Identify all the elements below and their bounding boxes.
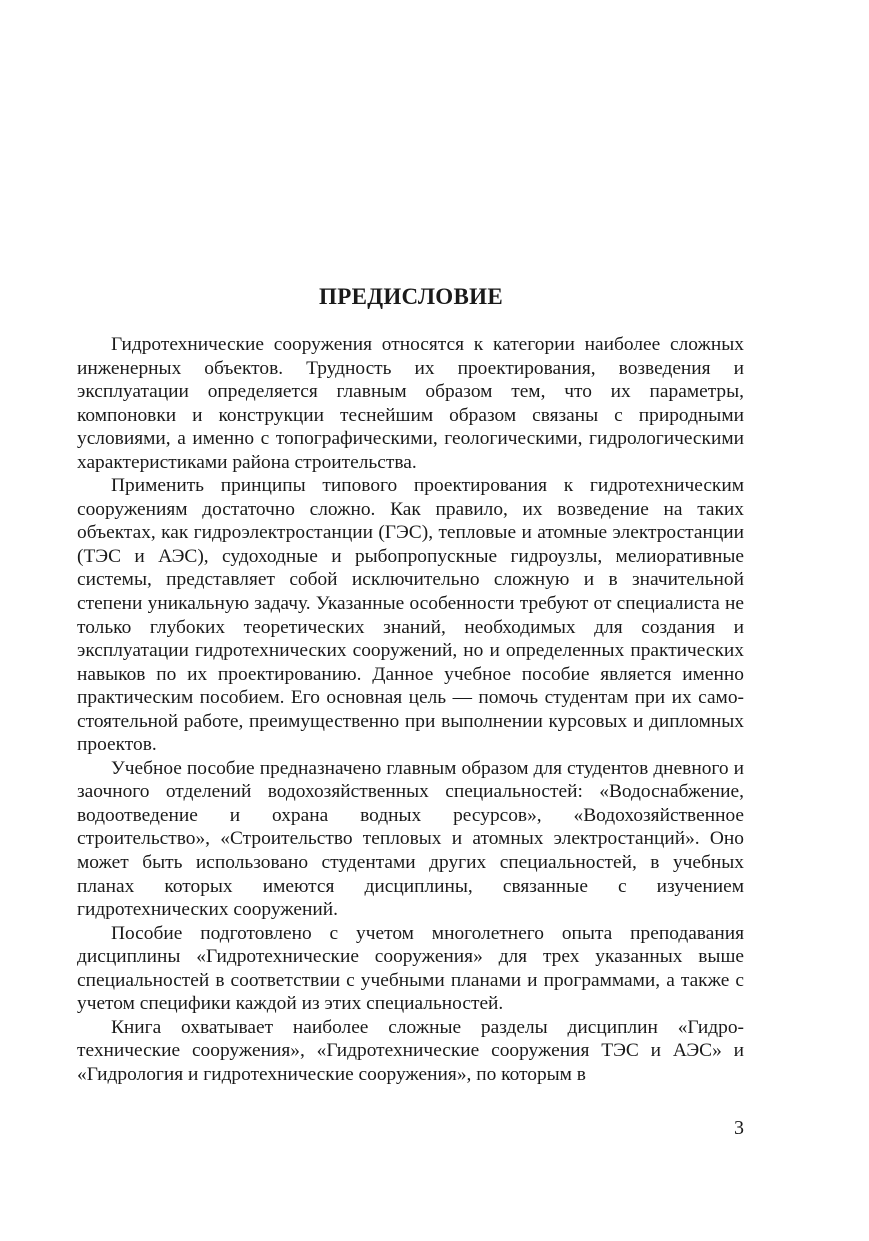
page-number: 3 — [734, 1117, 744, 1139]
paragraph: Гидротехнические сооружения относятся к категории наиболее сложных инженерных объектов. Трудность их проектирования, возведения и эксплуатации определяется главным образом тем, что их параметры, компоновки и конструкции теснейшим образом связаны с природными условиями, а именно с топографическими, геологическими, гидрологическими характеристиками района строительства. — [77, 334, 744, 473]
paragraph: Применить принципы типового проектирования к гидротехническим сооружениям достаточно сложно. Как правило, их возведение на таких объектах, как гидроэлектростанции (ГЭС), тепловые и атомные электростанции (ТЭС и АЭС), судоходные и рыбопропускные гидроузлы, мелиоративные системы, представляет собой исключительно сложную и в значительной степени уникальную задачу. Указанные особенности требуют от специалиста не только глубоких теоретических знаний, необходимых для создания и эксплуатации гидротехнических сооружений, но и определенных практических навыков по их проектированию. Данное учебное пособие является именно практическим пособием. Его основная цель — помочь студентам при их самостоятельной работе, преимущественно при выполнении курсовых и дипломных проектов. — [77, 475, 744, 756]
chapter-heading: ПРЕДИСЛОВИЕ — [319, 284, 503, 309]
paragraph: Учебное пособие предназначено главным образом для студентов дневного и заочного отделений водохозяйственных специальностей: «Водоснабжение, водоотведение и охрана водных ресурсов», «Водохозяйственное строительство», «Строительство тепловых и атомных электростанций». Оно может быть использовано студентами других специальностей, в учебных планах которых имеются дисциплины, связанные с изучением гидротехнических сооружений. — [77, 757, 744, 921]
paragraph: Книга охватывает наиболее сложные разделы дисциплин «Гидротехнические сооружения», «Гидротехнические сооружения ТЭС и АЭС» и «Гидрология и гидротехнические сооружения», по которым в — [77, 1016, 744, 1085]
body-text — [77, 333, 744, 1087]
paragraph: Пособие подготовлено с учетом многолетнего опыта преподавания дисциплины «Гидротехнические сооружения» для трех указанных выше специальностей в соответствии с учебными планами и программами, а также с учетом специфики каждой из этих специальностей. — [77, 922, 744, 1015]
